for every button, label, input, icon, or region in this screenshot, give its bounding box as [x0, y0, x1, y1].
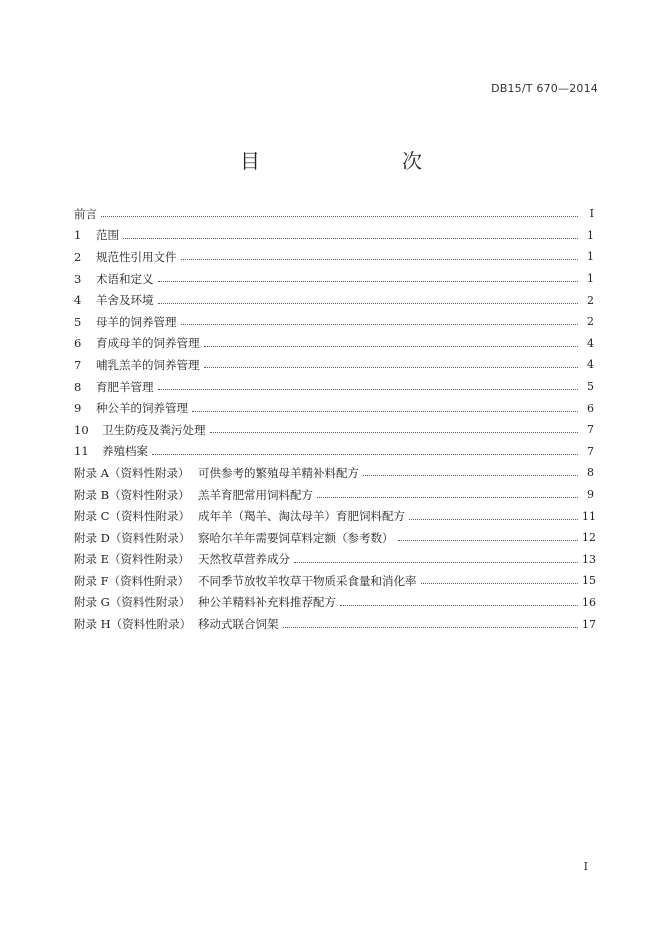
- dot-leader: [421, 583, 579, 584]
- dot-leader: [101, 216, 578, 217]
- appendix-entry[interactable]: [74, 484, 594, 506]
- toc-entry-number: 4: [74, 293, 82, 308]
- toc-entry-page: I: [589, 207, 594, 221]
- toc-entry[interactable]: [74, 225, 594, 247]
- appendix-page: 16: [582, 595, 596, 609]
- toc-entry[interactable]: [74, 268, 594, 290]
- appendix-id: 附录 C（资料性附录）: [74, 509, 190, 524]
- dot-leader: [204, 346, 579, 347]
- appendix-title: 察哈尔羊年需要饲草料定额（参考数）: [198, 530, 394, 545]
- toc-entry-label: 哺乳羔羊的饲养管理: [96, 357, 200, 372]
- toc-entry-label: 育成母羊的饲养管理: [96, 336, 200, 351]
- appendix-page: 12: [582, 531, 596, 545]
- dot-leader: [204, 367, 579, 368]
- dot-leader: [409, 519, 578, 520]
- toc-entry-number: 5: [74, 314, 82, 329]
- toc-entry-number: 11: [74, 444, 89, 459]
- toc-entry-page: 5: [587, 380, 594, 394]
- toc-entry-page: 2: [587, 315, 594, 329]
- toc-entry[interactable]: [74, 441, 594, 463]
- toc-entry-label: 卫生防疫及粪污处理: [102, 422, 206, 437]
- toc-entry-number: 2: [74, 249, 82, 264]
- appendix-page: 8: [587, 466, 594, 480]
- dot-leader: [210, 432, 579, 433]
- appendix-entry[interactable]: [74, 570, 594, 592]
- page-title: 目 次: [240, 149, 456, 173]
- toc-entry[interactable]: [74, 376, 594, 398]
- footer-page-number: I: [583, 860, 588, 873]
- toc-entry-number: 1: [74, 228, 82, 243]
- appendix-page: 15: [582, 574, 596, 588]
- toc-entry-label: 规范性引用文件: [96, 249, 177, 264]
- dot-leader: [294, 562, 578, 563]
- toc-entry-label: 范围: [96, 228, 119, 243]
- dot-leader: [123, 238, 578, 239]
- toc-entry-page: 1: [587, 228, 594, 242]
- toc-entry[interactable]: [74, 419, 594, 441]
- appendix-title: 移动式联合饲架: [198, 617, 279, 632]
- standard-code: DB15/T 670—2014: [491, 82, 598, 95]
- toc-entry-page: 7: [587, 444, 594, 458]
- appendix-title: 不同季节放牧羊牧草干物质采食量和消化率: [198, 573, 417, 588]
- dot-leader: [158, 303, 579, 304]
- toc-entry-page: 4: [587, 358, 594, 372]
- dot-leader: [340, 605, 578, 606]
- toc-entry-page: 4: [587, 336, 594, 350]
- toc-entry-page: 1: [587, 272, 594, 286]
- dot-leader: [317, 497, 578, 498]
- toc-entry[interactable]: [74, 246, 594, 268]
- toc-entry[interactable]: [74, 354, 594, 376]
- table-of-contents: [74, 203, 594, 635]
- appendix-page: 9: [587, 488, 594, 502]
- dot-leader: [283, 627, 579, 628]
- dot-leader: [192, 411, 578, 412]
- appendix-page: 11: [582, 509, 596, 523]
- appendix-id: 附录 H（资料性附录）: [74, 617, 192, 632]
- dot-leader: [158, 389, 579, 390]
- appendix-entry[interactable]: [74, 592, 594, 614]
- appendix-title: 成年羊（羯羊、淘汰母羊）育肥饲料配方: [198, 509, 405, 524]
- toc-entry[interactable]: [74, 289, 594, 311]
- toc-entry-label: 育肥羊管理: [96, 379, 154, 394]
- appendix-title: 可供参考的繁殖母羊精补料配方: [198, 465, 359, 480]
- dot-leader: [158, 281, 579, 282]
- appendix-title: 羔羊育肥常用饲料配方: [198, 487, 313, 502]
- toc-entry-label: 养殖档案: [102, 444, 148, 459]
- appendix-entry[interactable]: [74, 549, 594, 571]
- toc-entry-page: 2: [587, 293, 594, 307]
- toc-entry-number: 10: [74, 422, 89, 437]
- toc-entry-number: 8: [74, 379, 82, 394]
- appendix-id: 附录 D（资料性附录）: [74, 530, 191, 545]
- toc-entry-label: 种公羊的饲养管理: [96, 401, 188, 416]
- dot-leader: [181, 324, 579, 325]
- appendix-id: 附录 B（资料性附录）: [74, 487, 190, 502]
- toc-entry-page: 1: [587, 250, 594, 264]
- appendix-entry[interactable]: [74, 505, 594, 527]
- appendix-page: 17: [582, 617, 596, 631]
- toc-entry-page: 6: [587, 401, 594, 415]
- toc-entry[interactable]: [74, 203, 594, 225]
- appendix-page: 13: [582, 552, 596, 566]
- dot-leader: [152, 454, 578, 455]
- appendix-id: 附录 E（资料性附录）: [74, 552, 190, 567]
- appendix-id: 附录 G（资料性附录）: [74, 595, 191, 610]
- appendix-title: 种公羊精料补充料推荐配方: [198, 595, 336, 610]
- appendix-id: 附录 A（资料性附录）: [74, 465, 190, 480]
- toc-entry-label: 母羊的饲养管理: [96, 314, 177, 329]
- toc-entry-number: 6: [74, 336, 82, 351]
- toc-entry-number: 7: [74, 357, 82, 372]
- toc-entry-number: 9: [74, 401, 82, 416]
- appendix-entry[interactable]: [74, 527, 594, 549]
- appendix-id: 附录 F（资料性附录）: [74, 573, 190, 588]
- dot-leader: [181, 259, 579, 260]
- toc-entry-label: 术语和定义: [96, 271, 154, 286]
- toc-entry-label: 前言: [74, 206, 97, 221]
- dot-leader: [398, 540, 579, 541]
- appendix-entry[interactable]: [74, 613, 594, 635]
- toc-entry[interactable]: [74, 333, 594, 355]
- toc-entry[interactable]: [74, 397, 594, 419]
- appendix-entry[interactable]: [74, 462, 594, 484]
- toc-entry-page: 7: [587, 423, 594, 437]
- dot-leader: [363, 475, 578, 476]
- toc-entry-label: 羊舍及环境: [96, 293, 154, 308]
- toc-entry[interactable]: [74, 311, 594, 333]
- toc-entry-number: 3: [74, 271, 82, 286]
- appendix-title: 天然牧草营养成分: [198, 552, 290, 567]
